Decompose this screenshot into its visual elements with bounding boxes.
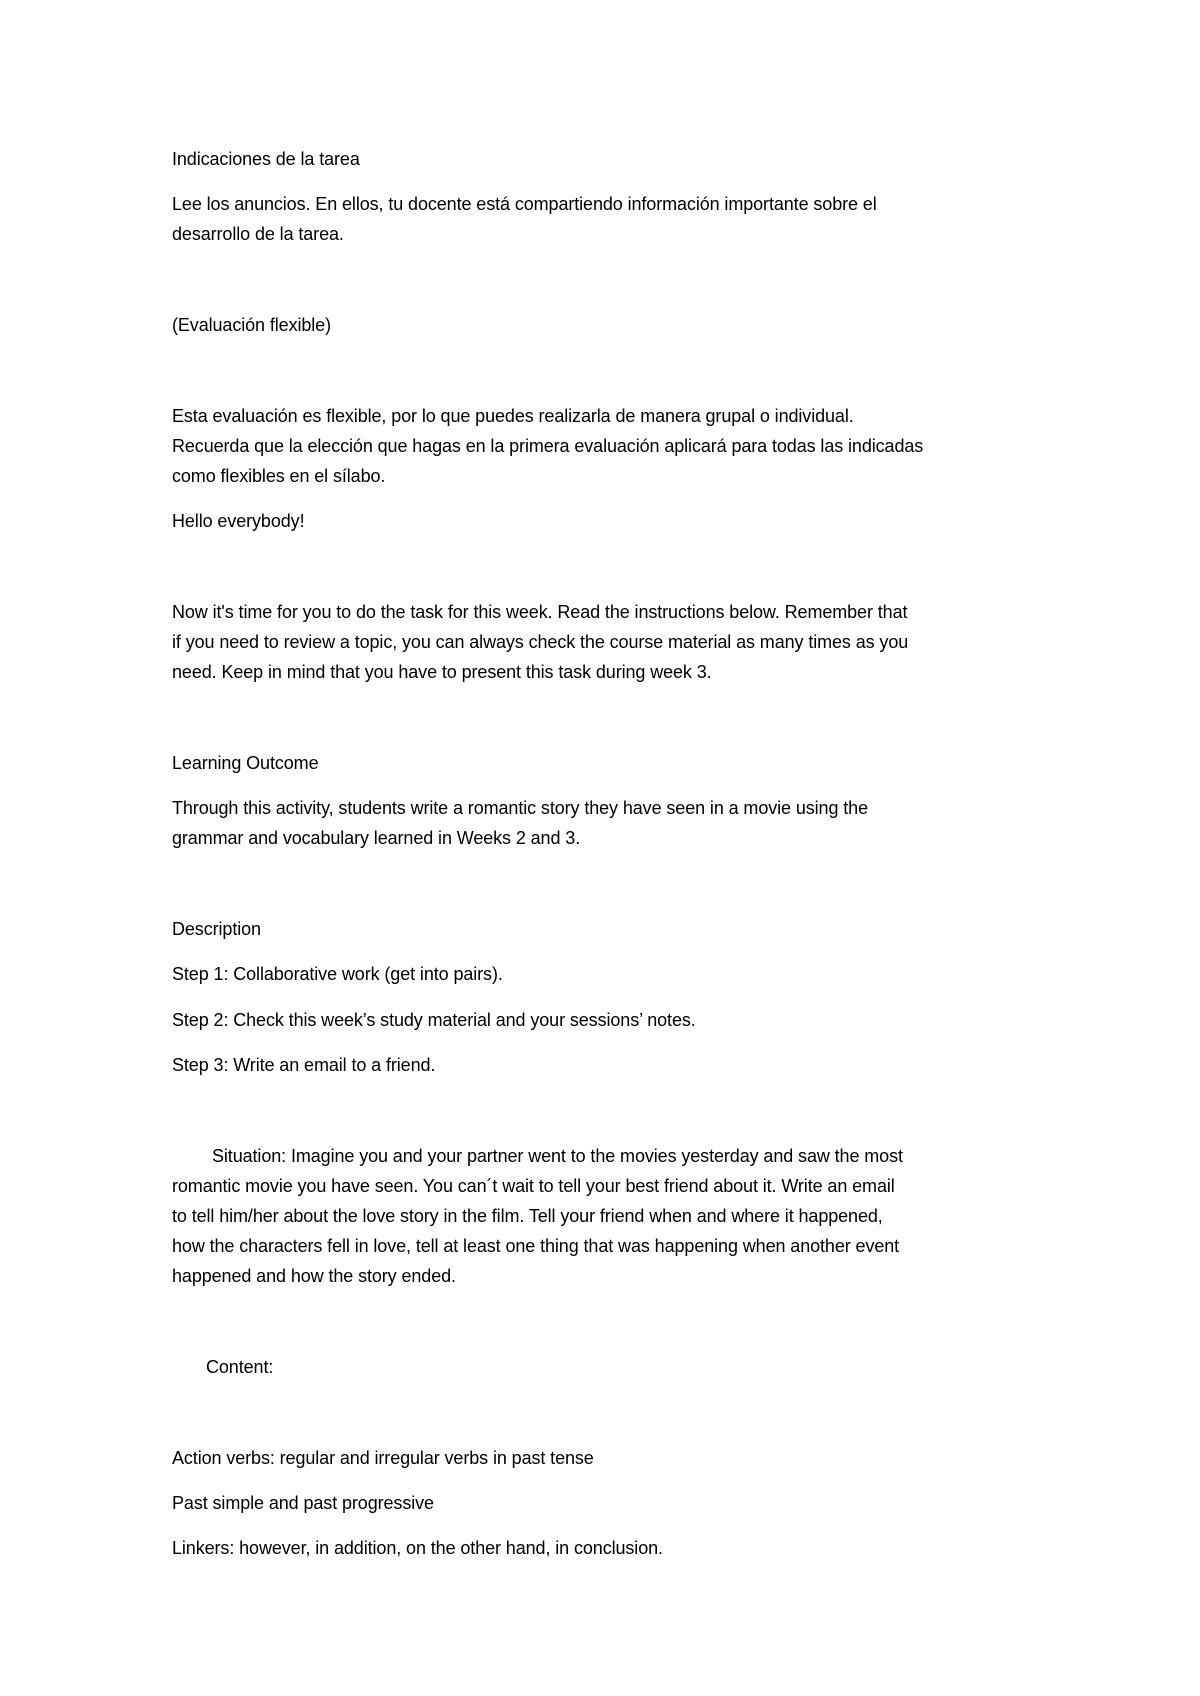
- content-item: Action verbs: regular and irregular verbs in past tense: [172, 1448, 594, 1468]
- step-item: Step 1: Collaborative work (get into pairs).: [172, 964, 503, 984]
- step-item: Step 2: Check this week’s study material and your sessions’ notes.: [172, 1010, 696, 1030]
- content-item: Linkers: however, in addition, on the other hand, in conclusion.: [172, 1538, 663, 1558]
- learning-outcome-line: Through this activity, students write a romantic story they have seen in a movie using the: [172, 798, 869, 818]
- greeting: Hello everybody!: [172, 511, 305, 531]
- situation-line: romantic movie you have seen. You can´t wait to tell your best friend about it. Write an email: [172, 1176, 895, 1196]
- situation-line: Situation: Imagine you and your partner went to the movies yesterday and saw the most: [212, 1146, 903, 1166]
- task-line: Now it's time for you to do the task for this week. Read the instructions below. Remember that: [172, 602, 908, 622]
- task-line: if you need to review a topic, you can always check the course material as many times as you: [172, 632, 909, 652]
- task-line: need. Keep in mind that you have to present this task during week 3.: [172, 662, 712, 682]
- intro-line: Lee los anuncios. En ellos, tu docente está compartiendo información importante sobre el: [172, 194, 877, 214]
- flexible-line: Recuerda que la elección que hagas en la primera evaluación aplicará para todas las indicadas: [172, 436, 924, 456]
- description-heading: Description: [172, 919, 261, 939]
- task-heading: Indicaciones de la tarea: [172, 149, 360, 169]
- situation-line: to tell him/her about the love story in the film. Tell your friend when and where it happened,: [172, 1206, 883, 1226]
- learning-outcome-line: grammar and vocabulary learned in Weeks 2 and 3.: [172, 828, 581, 848]
- content-item: Past simple and past progressive: [172, 1493, 434, 1513]
- flexible-line: como flexibles en el sílabo.: [172, 466, 386, 486]
- step-item: Step 3: Write an email to a friend.: [172, 1055, 436, 1075]
- situation-line: happened and how the story ended.: [172, 1266, 456, 1286]
- intro-line: desarrollo de la tarea.: [172, 224, 344, 244]
- content-heading: Content:: [206, 1357, 274, 1377]
- flexible-line: Esta evaluación es flexible, por lo que puedes realizarla de manera grupal o individual.: [172, 406, 854, 426]
- flexible-label: (Evaluación flexible): [172, 315, 331, 335]
- situation-line: how the characters fell in love, tell at least one thing that was happening when another event: [172, 1236, 900, 1256]
- learning-outcome-heading: Learning Outcome: [172, 753, 319, 773]
